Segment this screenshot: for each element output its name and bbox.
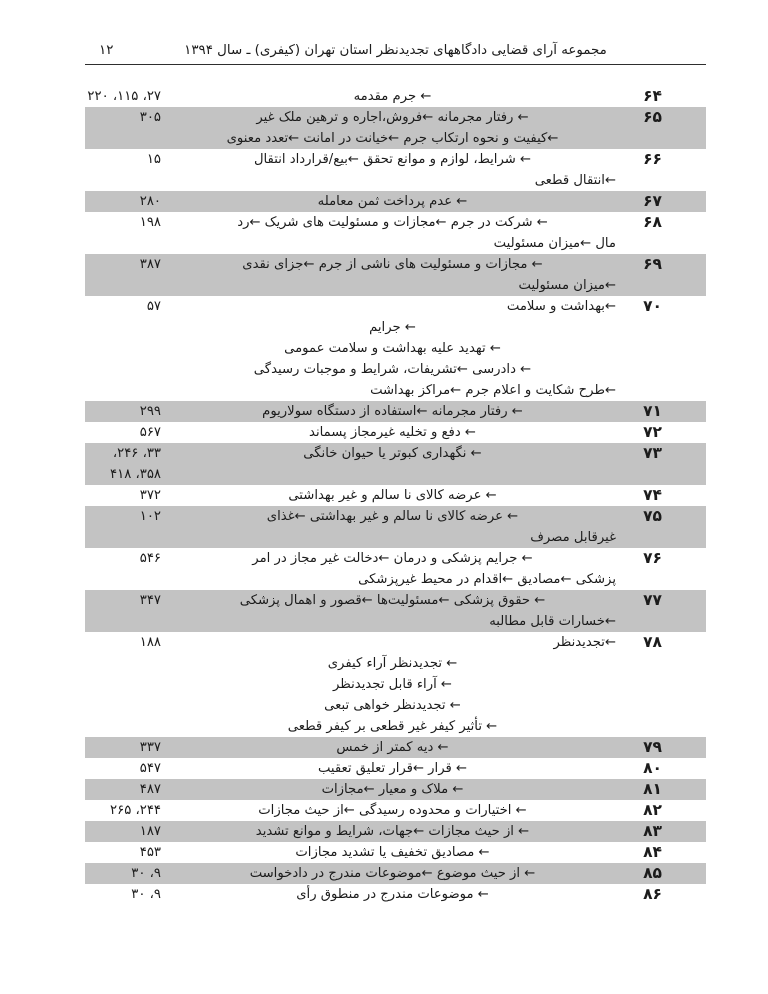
entry-line: ← اختیارات و محدوده رسیدگی ←از حیث مجازات (258, 803, 527, 818)
entry-pages: ۳۴۷ (139, 593, 161, 608)
entry-pages: ۳۳، ۲۴۶، ۳۵۸، ۴۱۸ (110, 446, 161, 482)
entry-lines (161, 842, 624, 863)
entry-pages: ۵۴۶ (139, 551, 161, 566)
entry-pages: ۳۳۷ (139, 740, 161, 755)
entry-pages: ۵۴۷ (139, 761, 161, 776)
entry-pages: ۳۷۲ (139, 488, 161, 503)
entry-lines (161, 149, 624, 191)
entry-lines (161, 212, 624, 254)
index-entry (85, 212, 706, 254)
entry-pages: ۳۸۷ (139, 257, 161, 272)
entry-lines (161, 191, 624, 212)
entry-line: پزشکی ←مصادیق ←اقدام در محیط غیرپزشکی (358, 572, 616, 587)
entry-number: ۸۵ (643, 864, 662, 882)
entry-line: ←کیفیت و نحوه ارتکاب جرم ←خیانت در امانت ←تعدد معنوی (226, 131, 559, 146)
entry-lines (161, 422, 624, 443)
entry-line: ← تأثیر کیفر غیر قطعی بر کیفر قطعی (287, 719, 498, 734)
entry-pages: ۲۴۴، ۲۶۵ (110, 803, 161, 818)
entry-line: ← از حیث مجازات ←جهات، شرایط و موانع تشدید (255, 824, 530, 839)
entry-pages: ۹، ۳۰ (131, 866, 161, 881)
entry-lines (161, 863, 624, 884)
entry-lines (161, 254, 624, 296)
index-entry (85, 443, 706, 485)
entry-line: ← آراء قابل تجدیدنظر (333, 677, 452, 692)
entry-pages: ۴۵۳ (139, 845, 161, 860)
entry-pages: ۵۷ (146, 299, 161, 314)
entry-number: ۷۳ (643, 444, 662, 462)
entry-number: ۶۵ (643, 108, 662, 126)
entry-line: ← مصادیق تخفیف یا تشدید مجازات (295, 845, 490, 860)
entry-number: ۸۳ (643, 822, 662, 840)
header-page-number: ۱۲ (99, 43, 114, 58)
index-entry (85, 884, 706, 905)
entry-line: ← جرایم پزشکی و درمان ←دخالت غیر مجاز در امر (252, 551, 533, 566)
index-entry (85, 254, 706, 296)
entry-line: ← دفع و تخلیه غیرمجاز پسماند (309, 425, 476, 440)
header-rule (85, 64, 706, 65)
entry-number: ۷۷ (643, 591, 662, 609)
entry-lines (161, 632, 624, 737)
entry-pages: ۱۹۸ (139, 215, 161, 230)
entry-line: ← رفتار مجرمانه ←فروش،اجاره و ترهین ملک غیر (256, 110, 529, 125)
entry-line: غیرقابل مصرف (530, 530, 616, 545)
index-entry (85, 149, 706, 191)
index-entry (85, 506, 706, 548)
entry-line: ← تجدیدنظر آراء کیفری (327, 656, 458, 671)
entry-pages: ۱۸۸ (139, 635, 161, 650)
header-title: مجموعه آرای قضایی دادگاههای تجدیدنظر استان تهران (کیفری) ـ سال ۱۳۹۴ (184, 43, 607, 58)
entry-number: ۸۴ (643, 843, 662, 861)
entry-pages: ۴۸۷ (139, 782, 161, 797)
entry-line: ← عدم پرداخت ثمن معامله (317, 194, 468, 209)
entry-pages: ۲۹۹ (139, 404, 161, 419)
index-entry (85, 737, 706, 758)
entry-line: ← تهدید علیه بهداشت و سلامت عمومی (284, 341, 501, 356)
entry-pages: ۲۷، ۱۱۵، ۲۲۰ (87, 89, 161, 104)
index-entry (85, 863, 706, 884)
entry-line: ← حقوق پزشکی ←مسئولیت‌ها ←قصور و اهمال پزشکی (239, 593, 546, 608)
entry-number: ۶۴ (643, 87, 662, 105)
entry-line: ← عرضه کالای نا سالم و غیر بهداشتی ←غذای (266, 509, 519, 524)
entry-pages: ۳۰۵ (139, 110, 161, 125)
entry-line: ←بهداشت و سلامت (506, 299, 616, 314)
entry-line: ←طرح شکایت و اعلام جرم ←مراکز بهداشت (370, 383, 616, 398)
entry-lines (161, 485, 624, 506)
entry-line: ← قرار ←قرار تعلیق تعقیب (317, 761, 468, 776)
index-entry (85, 632, 706, 737)
entry-line: ← رفتار مجرمانه ←استفاده از دستگاه سولاریوم (262, 404, 523, 419)
index-entry (85, 485, 706, 506)
entry-lines (161, 506, 624, 548)
entry-number: ۷۵ (643, 507, 662, 525)
entry-line: ← نگهداری کبوتر یا حیوان خانگی (303, 446, 482, 461)
entry-lines (161, 821, 624, 842)
entry-lines (161, 800, 624, 821)
entry-line: مال ←میزان مسئولیت (493, 236, 616, 251)
entry-number: ۷۲ (643, 423, 662, 441)
entry-number: ۸۰ (643, 759, 662, 777)
entry-lines (161, 443, 624, 464)
entry-line: ← شرایط، لوازم و موانع تحقق ←بیع/قرارداد انتقال (253, 152, 532, 167)
index-entry (85, 422, 706, 443)
entry-lines (161, 548, 624, 590)
entry-line: ← دادرسی ←تشریفات، شرایط و موجبات رسیدگی (253, 362, 532, 377)
index-entry (85, 758, 706, 779)
entry-number: ۷۴ (643, 486, 662, 504)
entry-pages: ۱۰۲ (139, 509, 161, 524)
entry-line: ←تجدیدنظر (553, 635, 616, 650)
index-entry (85, 86, 706, 107)
index-entry (85, 401, 706, 422)
entry-lines (161, 779, 624, 800)
index-entry (85, 821, 706, 842)
entry-pages: ۹، ۳۰ (131, 887, 161, 902)
entry-line: ←انتقال قطعی (534, 173, 616, 188)
entry-number: ۷۱ (643, 402, 662, 420)
entry-lines (161, 107, 624, 149)
entry-number: ۷۰ (643, 297, 662, 315)
entry-number: ۷۸ (643, 633, 662, 651)
entry-line: ← تجدیدنظر خواهی تبعی (324, 698, 461, 713)
entry-lines (161, 401, 624, 422)
index-list (85, 86, 706, 905)
entry-number: ۷۶ (643, 549, 662, 567)
entry-number: ۸۶ (643, 885, 662, 903)
entry-lines (161, 884, 624, 905)
entry-pages: ۱۵ (146, 152, 161, 167)
entry-pages: ۱۸۷ (139, 824, 161, 839)
entry-line: ←میزان مسئولیت (518, 278, 616, 293)
entry-line: ← موضوعات مندرج در منطوق رأی (296, 887, 489, 902)
entry-lines (161, 296, 624, 401)
entry-line: ← عرضه کالای نا سالم و غیر بهداشتی (288, 488, 497, 503)
index-entry (85, 107, 706, 149)
entry-line: ← مجازات و مسئولیت های ناشی از جرم ←جزای نقدی (242, 257, 543, 272)
index-entry (85, 842, 706, 863)
entry-number: ۸۱ (643, 780, 662, 798)
index-entry (85, 590, 706, 632)
entry-pages: ۵۶۷ (139, 425, 161, 440)
entry-lines (161, 758, 624, 779)
entry-lines (161, 737, 624, 758)
entry-lines (161, 86, 624, 107)
entry-number: ۶۷ (643, 192, 662, 210)
entry-lines (161, 590, 624, 632)
index-entry (85, 800, 706, 821)
index-entry (85, 296, 706, 401)
page-header (85, 0, 706, 61)
index-entry (85, 779, 706, 800)
entry-line: ← از حیث موضوع ←موضوعات مندرج در دادخواست (249, 866, 536, 881)
index-entry (85, 191, 706, 212)
entry-number: ۶۹ (643, 255, 662, 273)
entry-line: ← ملاک و معیار ←مجازات (321, 782, 464, 797)
entry-number: ۷۹ (643, 738, 662, 756)
entry-number: ۶۸ (643, 213, 662, 231)
entry-pages: ۲۸۰ (139, 194, 161, 209)
index-entry (85, 548, 706, 590)
entry-line: ← دیه کمتر از خمس (336, 740, 449, 755)
entry-number: ۶۶ (643, 150, 662, 168)
entry-line: ← جرایم (369, 320, 416, 335)
entry-number: ۸۲ (643, 801, 662, 819)
entry-line: ←خسارات قابل مطالبه (489, 614, 616, 629)
entry-line: ← جرم مقدمه (353, 89, 432, 104)
entry-line: ← شرکت در جرم ←مجازات و مسئولیت های شریک ←رد (237, 215, 548, 230)
